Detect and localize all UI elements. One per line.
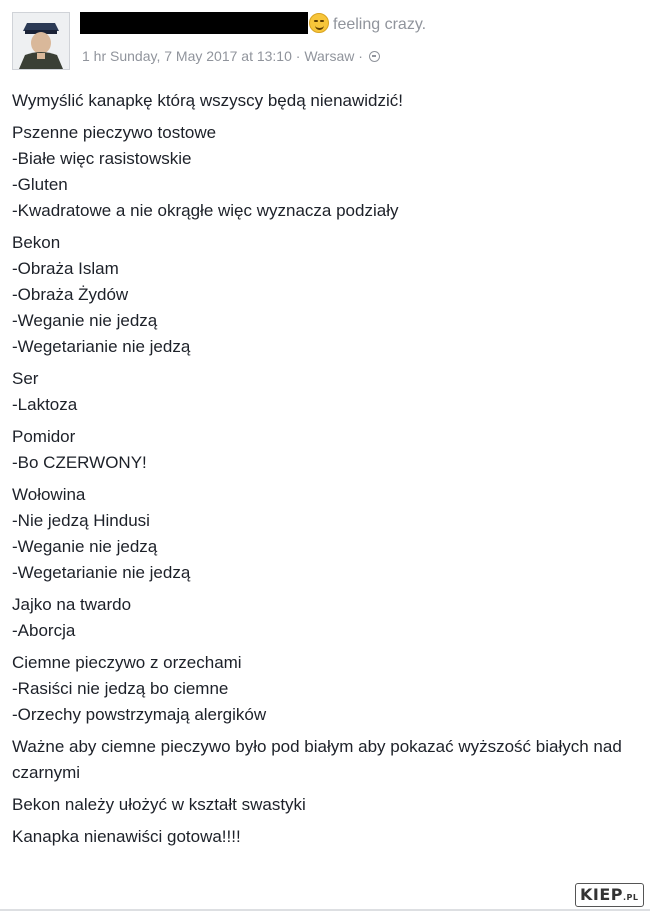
post-paragraph	[12, 424, 640, 476]
post-text-line: -Bo CZERWONY!	[12, 453, 147, 472]
post-text-line: Bekon należy ułożyć w kształt swastyki	[12, 795, 306, 814]
post-paragraph	[12, 120, 640, 224]
crazy-face-emoji-icon	[309, 13, 329, 33]
post-text-line: Jajko na twardo	[12, 595, 132, 614]
site-watermark	[575, 883, 644, 907]
post-text-line: -Orzechy powstrzymają alergików	[12, 705, 267, 724]
post-paragraph	[12, 792, 640, 818]
avatar-image	[13, 13, 69, 69]
post-meta[interactable]	[82, 48, 380, 64]
post-text-line: -Weganie nie jedzą	[12, 537, 158, 556]
post-text-line: Wołowina	[12, 485, 86, 504]
watermark-suffix: .PL	[623, 893, 639, 902]
globe-icon[interactable]	[369, 51, 380, 62]
post-text-line: Ciemne pieczywo z orzechami	[12, 653, 242, 672]
post-body	[12, 88, 640, 856]
post-text-line: Ser	[12, 369, 39, 388]
post-text-line: -Wegetarianie nie jedzą	[12, 563, 191, 582]
post-text-line: Pomidor	[12, 427, 76, 446]
post-text-line: -Weganie nie jedzą	[12, 311, 158, 330]
post-text-line: Bekon	[12, 233, 61, 252]
post-text-line: -Obraża Żydów	[12, 285, 129, 304]
post-paragraph	[12, 824, 640, 850]
profile-avatar[interactable]	[12, 12, 70, 70]
post-divider	[0, 909, 650, 911]
feeling-status: feeling crazy.	[333, 16, 427, 33]
post-text-line: -Gluten	[12, 175, 68, 194]
post-paragraph	[12, 592, 640, 644]
post-paragraph	[12, 734, 640, 786]
post-text-line: Wymyślić kanapkę którą wszyscy będą nienawidzić!	[12, 91, 403, 110]
redacted-author-name	[80, 12, 308, 34]
post-text-line: -Obraża Islam	[12, 259, 119, 278]
post-text-line: -Aborcja	[12, 621, 76, 640]
post-text-line: Kanapka nienawiści gotowa!!!!	[12, 827, 241, 846]
post-text-line: Pszenne pieczywo tostowe	[12, 123, 217, 142]
post-text-line: -Białe więc rasistowskie	[12, 149, 192, 168]
post-timestamp-location[interactable]: 1 hr Sunday, 7 May 2017 at 13:10 · Warsaw ·	[82, 48, 363, 64]
post-paragraph	[12, 482, 640, 586]
post-text-line: -Kwadratowe a nie okrągłe więc wyznacza podziały	[12, 201, 399, 220]
post-paragraph	[12, 650, 640, 728]
post-text-line: -Wegetarianie nie jedzą	[12, 337, 191, 356]
post-paragraph	[12, 88, 640, 114]
post-paragraph	[12, 230, 640, 360]
post-text-line: -Laktoza	[12, 395, 78, 414]
post-paragraph	[12, 366, 640, 418]
post-text-line: Ważne aby ciemne pieczywo było pod białym aby pokazać wyższość białych nad czarnymi	[12, 737, 622, 782]
post-text-line: -Nie jedzą Hindusi	[12, 511, 150, 530]
watermark-main: KIEP	[580, 885, 624, 904]
post-text-line: -Rasiści nie jedzą bo ciemne	[12, 679, 229, 698]
